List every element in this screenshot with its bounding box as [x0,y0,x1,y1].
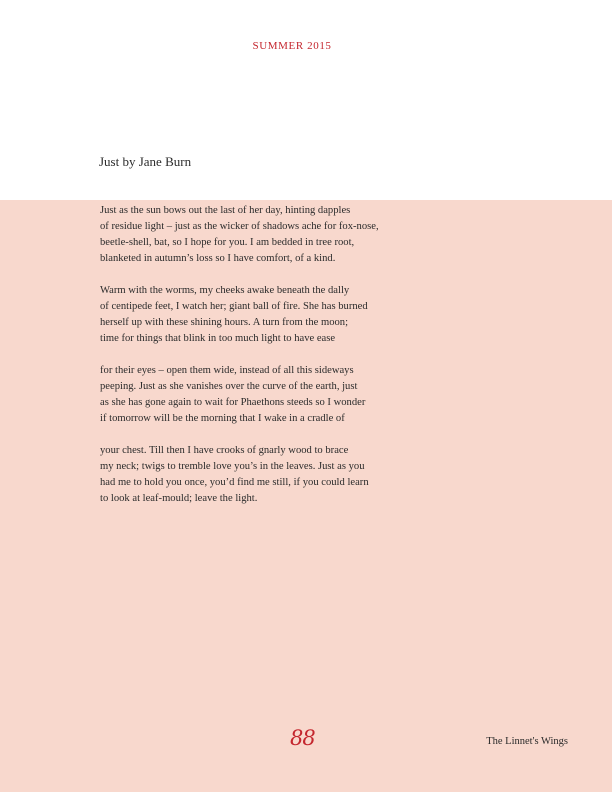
poem-line: if tomorrow will be the morning that I wake in a cradle of [100,413,345,424]
poem-line: herself up with these shining hours. A turn from the moon; [100,317,349,328]
poem-line: as she has gone again to wait for Phaethons steeds so I wonder [100,397,366,408]
poem-line: peeping. Just as she vanishes over the curve of the earth, just [100,381,358,392]
poem-line: your chest. Till then I have crooks of gnarly wood to brace [100,445,349,456]
page-number: 88 [290,726,315,750]
poem-line: Just as the sun bows out the last of her day, hinting dapples [100,205,351,216]
poem-line: beetle-shell, bat, so I hope for you. I am bedded in tree root, [100,237,355,248]
poem-title: Just by Jane Burn [99,154,192,169]
poem-line: had me to hold you once, you’d find me still, if you could learn [100,477,369,488]
poem-line: time for things that blink in too much light to have ease [100,333,336,344]
poem-line: of residue light – just as the wicker of shadows ache for fox-nose, [100,221,379,232]
poem-body [100,203,440,523]
poem-line: of centipede feet, I watch her; giant ball of fire. She has burned [100,301,368,312]
poem-line: to look at leaf-mould; leave the light. [100,493,258,504]
poem-line: blanketed in autumn’s loss so I have comfort, of a kind. [100,253,336,264]
poem-line: my neck; twigs to tremble love you’s in the leaves. Just as you [100,461,365,472]
stanza-4 [100,443,440,507]
poem-line: Warm with the worms, my cheeks awake beneath the dally [100,285,350,296]
stanza-3 [100,363,440,427]
journal-name: The Linnet's Wings [486,736,568,747]
stanza-1 [100,203,440,267]
poem-line: for their eyes – open them wide, instead of all this sideways [100,365,354,376]
stanza-2 [100,283,440,347]
issue-label: SUMMER 2015 [252,40,332,52]
header-band [0,0,612,200]
